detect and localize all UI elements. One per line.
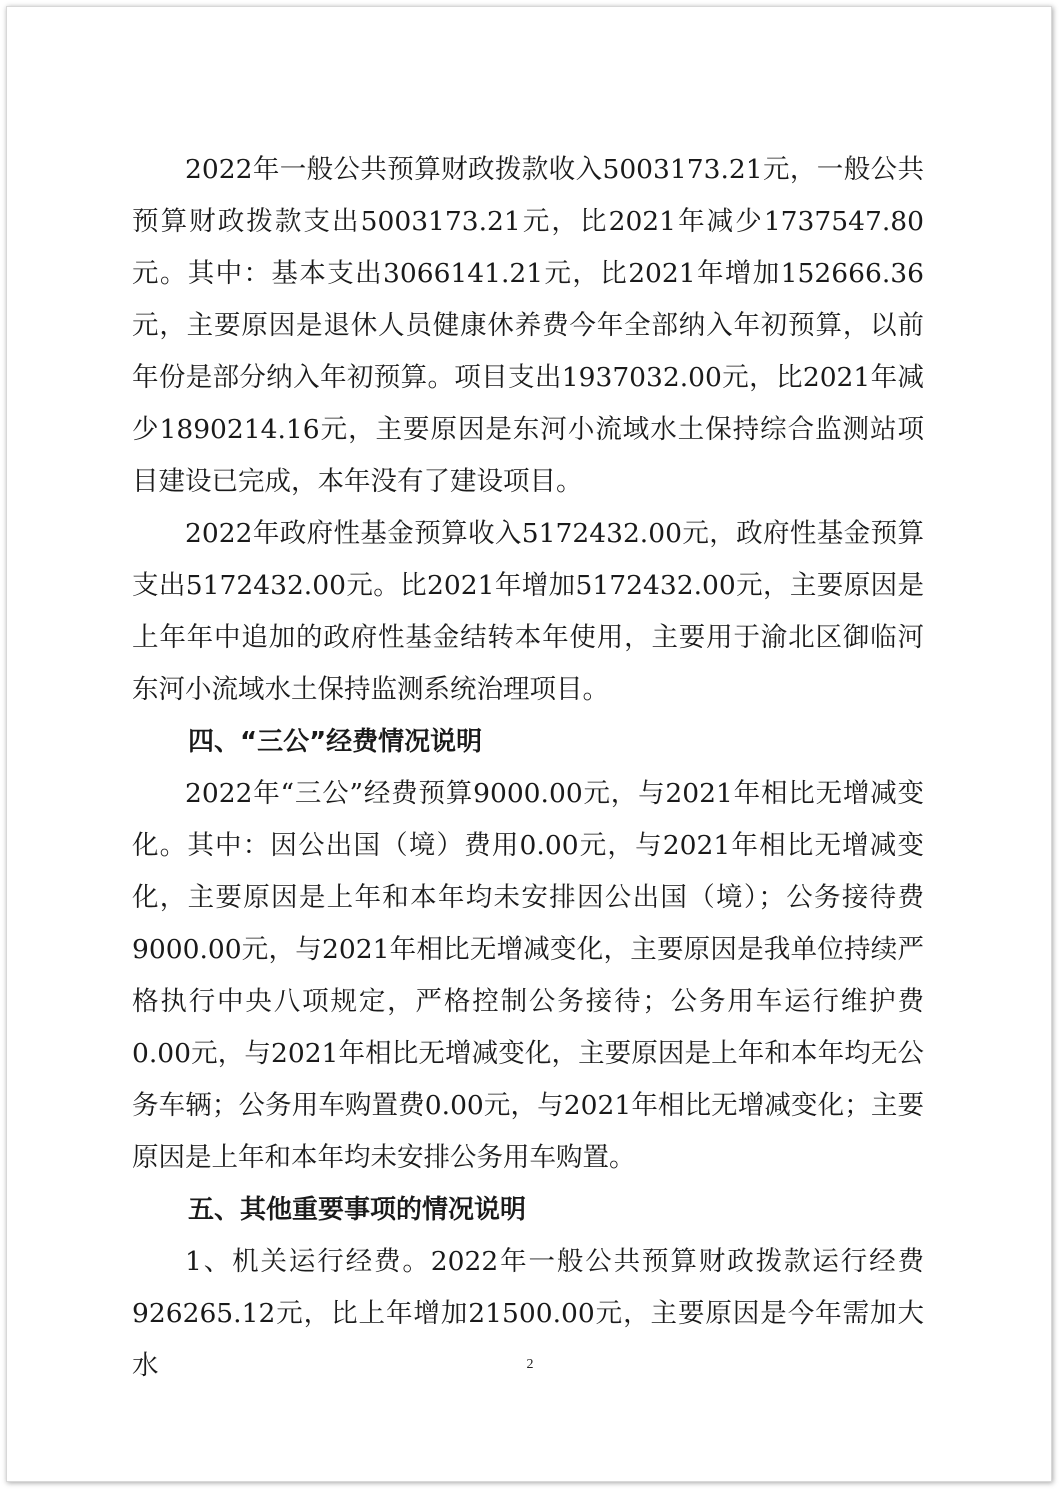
page-number: 2 — [526, 1357, 534, 1372]
document-body — [132, 144, 924, 1392]
para-government-fund: 2022年政府性基金预算收入5172432.00元，政府性基金预算支出5172432.00元。比2021年增加5172432.00元，主要原因是上年年中追加的政府性基金结转本年使用，主要用于渝北区御临河东河小流域水土保持监测系统治理项目。 — [132, 518, 924, 705]
heading-section-five: 五、其他重要事项的情况说明 — [188, 1195, 527, 1225]
heading-section-four: 四、“三公”经费情况说明 — [188, 727, 483, 757]
para-operating-expenses: 1、机关运行经费。2022年一般公共预算财政拨款运行经费926265.12元，比上年增加21500.00元，主要原因是今年需加大水 — [132, 1246, 924, 1381]
para-three-public-expenses: 2022年“三公”经费预算9000.00元，与2021年相比无增减变化。其中：因公出国（境）费用0.00元，与2021年相比无增减变化，主要原因是上年和本年均未安排因公出国（境）；公务接待费9000.00元，与2021年相比无增减变化，主要原因是我单位持续严格执行中央八项规定，严格控制公务接待；公务用车运行维护费0.00元，与2021年相比无增减变化，主要原因是上年和本年均无公务车辆；公务用车购置费0.00元，与2021年相比无增减变化；主要原因是上年和本年均未安排公务用车购置。 — [132, 778, 924, 1173]
para-general-budget: 2022年一般公共预算财政拨款收入5003173.21元，一般公共预算财政拨款支出5003173.21元，比2021年减少1737547.80元。其中：基本支出3066141.21元，比2021年增加152666.36元，主要原因是退休人员健康休养费今年全部纳入年初预算，以前年份是部分纳入年初预算。项目支出1937032.00元，比2021年减少1890214.16元，主要原因是东河小流域水土保持综合监测站项目建设已完成，本年没有了建设项目。 — [132, 154, 924, 497]
